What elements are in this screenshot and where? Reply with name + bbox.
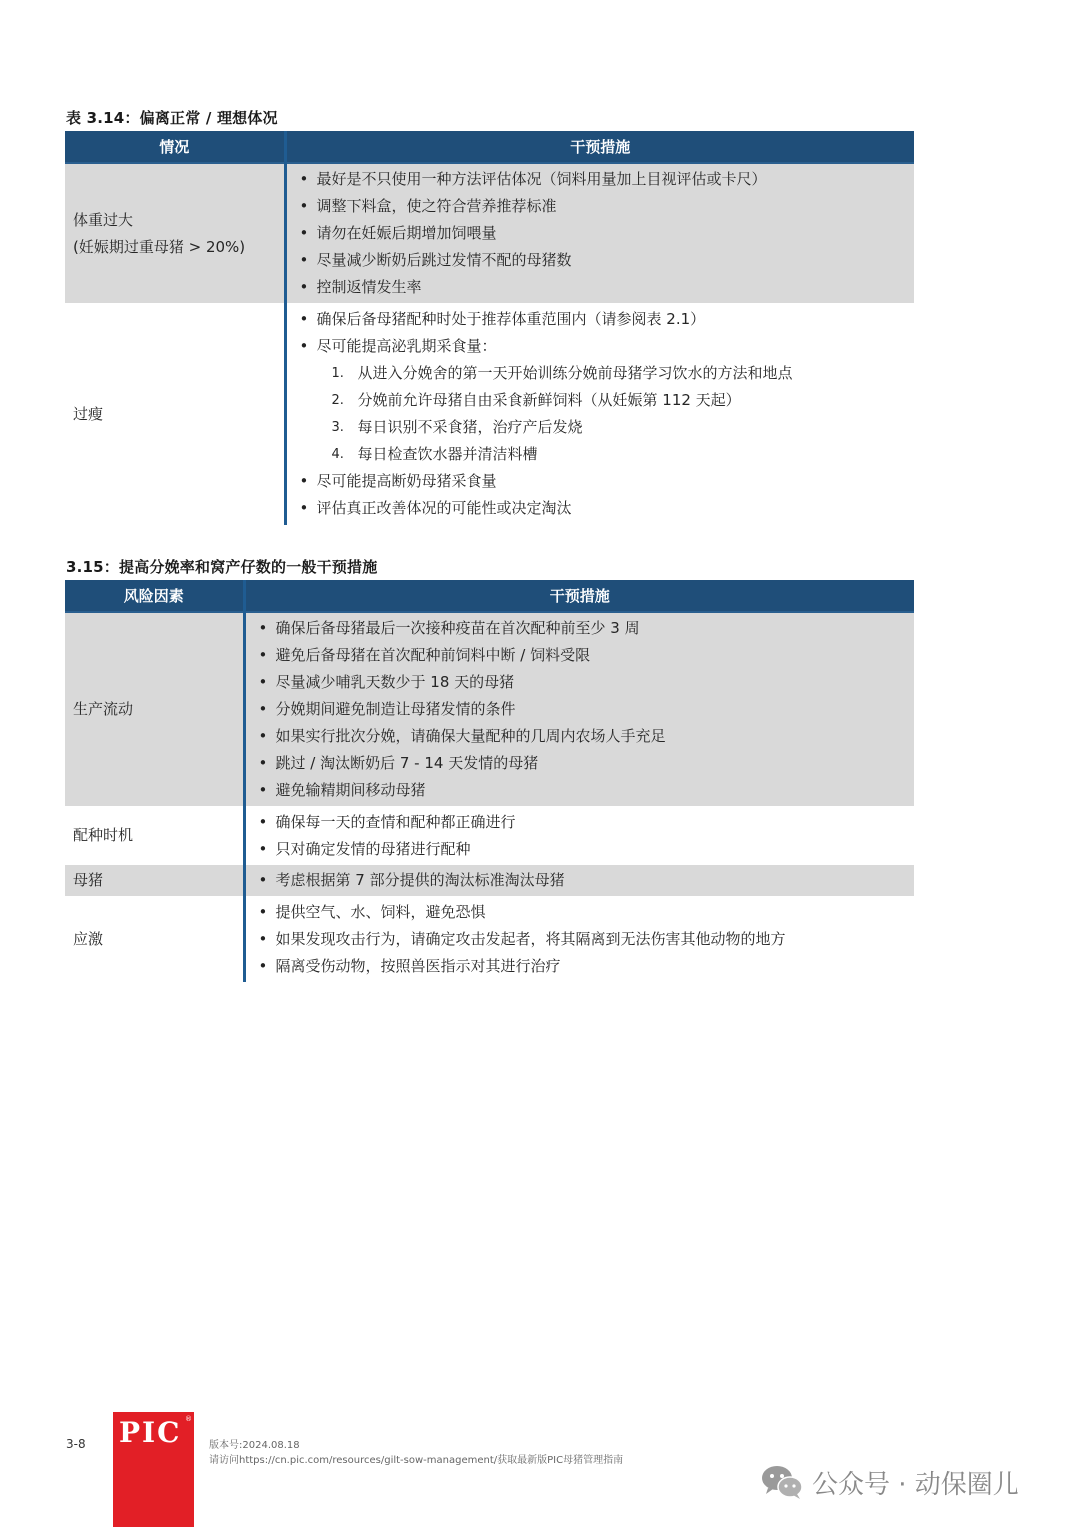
measure-item: • 避免输精期间移动母猪 [246,777,915,804]
table-row [65,163,914,303]
table-3-15 [65,580,914,982]
measure-item: • 确保每一天的查情和配种都正确进行 [246,809,915,836]
table-row [65,865,914,896]
row-measures [285,303,914,525]
table-row [65,896,914,982]
measure-item: • 分娩期间避免制造让母猪发情的条件 [246,696,915,723]
row-condition [65,806,244,865]
row-condition [65,896,244,982]
measure-item: • 调整下料盒，使之符合营养推荐标准 [287,193,915,220]
table-3-14 [65,131,914,525]
measure-item: • 考虑根据第 7 部分提供的淘汰标准淘汰母猪 [246,867,915,894]
item-number: 3. [331,420,344,435]
table1-caption: 表 3.14：偏离正常 / 理想体况 [66,109,278,127]
condition-line: (妊娠期过重母猪 > 20%) [73,237,246,256]
numbered-item [287,414,915,441]
row-measures [285,163,914,303]
row-condition [65,303,285,525]
row-condition [65,163,285,303]
item-number: 2. [331,393,344,408]
condition-line: 配种时机 [73,826,134,844]
condition-line: 应激 [73,929,104,948]
pic-logo [113,1412,194,1527]
item-text: 每日检查饮水器并清洁料槽 [357,445,538,463]
measure-item: • 最好是不只使用一种方法评估体况（饲料用量加上目视评估或卡尺） [287,166,915,193]
item-text: 分娩前允许母猪自由采食新鲜饲料（从妊娠第 112 天起） [357,391,741,409]
condition-line: 母猪 [73,871,104,889]
measure-item: • 控制返情发生率 [287,274,915,301]
row-measures [244,612,914,806]
measure-item: • 只对确定发情的母猪进行配种 [246,836,915,863]
item-text: 从进入分娩舍的第一天开始训练分娩前母猪学习饮水的方法和地点 [357,364,793,382]
condition-line: 过瘦 [73,404,104,423]
numbered-item [287,441,915,468]
measure-item: • 如果发现攻击行为，请确定攻击发起者，将其隔离到无法伤害其他动物的地方 [246,926,915,953]
wechat-icon [760,1464,804,1500]
footer-url-text: 请访问https://cn.pic.com/resources/gilt-sow-management/获取最新版PIC母猪管理指南 [209,1455,624,1466]
measure-item: • 如果实行批次分娩，请确保大量配种的几周内农场人手充足 [246,723,915,750]
row-measures [244,896,914,982]
condition-line: 体重过大 [73,210,134,229]
page-number: 3-8 [66,1437,86,1451]
logo-registered-mark: ® [185,1415,192,1423]
table2-caption: 3.15：提高分娩率和窝产仔数的一般干预措施 [66,558,378,576]
measure-item: • 避免后备母猪在首次配种前饲料中断 / 饲料受限 [246,642,915,669]
logo-text: PIC [119,1416,182,1449]
item-text: 每日识别不采食猪，治疗产后发烧 [357,418,583,436]
measure-item: • 隔离受伤动物，按照兽医指示对其进行治疗 [246,953,915,980]
header-measures: 干预措施 [285,131,914,163]
row-condition [65,865,244,896]
header-condition: 情况 [65,131,285,163]
watermark-text: 公众号 · 动保圈儿 [812,1469,1019,1500]
item-number: 1. [331,366,344,381]
measure-item: • 尽可能提高断奶母猪采食量 [287,468,915,495]
numbered-item [287,387,915,414]
measure-item: • 请勿在妊娠后期增加饲喂量 [287,220,915,247]
table-row [65,303,914,525]
measure-item: • 确保后备母猪配种时处于推荐体重范围内（请参阅表 2.1） [287,306,915,333]
version-text: 版本号:2024.08.18 [209,1440,300,1451]
measure-item: • 尽量减少哺乳天数少于 18 天的母猪 [246,669,915,696]
row-measures [244,865,914,896]
watermark [760,1462,1019,1502]
header-measures: 干预措施 [244,580,914,612]
table-row [65,806,914,865]
condition-line: 生产流动 [73,700,134,718]
item-number: 4. [331,447,344,462]
measure-item: • 确保后备母猪最后一次接种疫苗在首次配种前至少 3 周 [246,615,915,642]
header-risk-factor: 风险因素 [65,580,244,612]
measure-item: • 提供空气、水、饲料，避免恐惧 [246,899,915,926]
numbered-item [287,360,915,387]
table-row [65,612,914,806]
measure-item: • 跳过 / 淘汰断奶后 7 - 14 天发情的母猪 [246,750,915,777]
row-condition [65,612,244,806]
row-measures [244,806,914,865]
measure-item: • 尽可能提高泌乳期采食量： [287,333,915,360]
measure-item: • 尽量减少断奶后跳过发情不配的母猪数 [287,247,915,274]
measure-item: • 评估真正改善体况的可能性或决定淘汰 [287,495,915,522]
